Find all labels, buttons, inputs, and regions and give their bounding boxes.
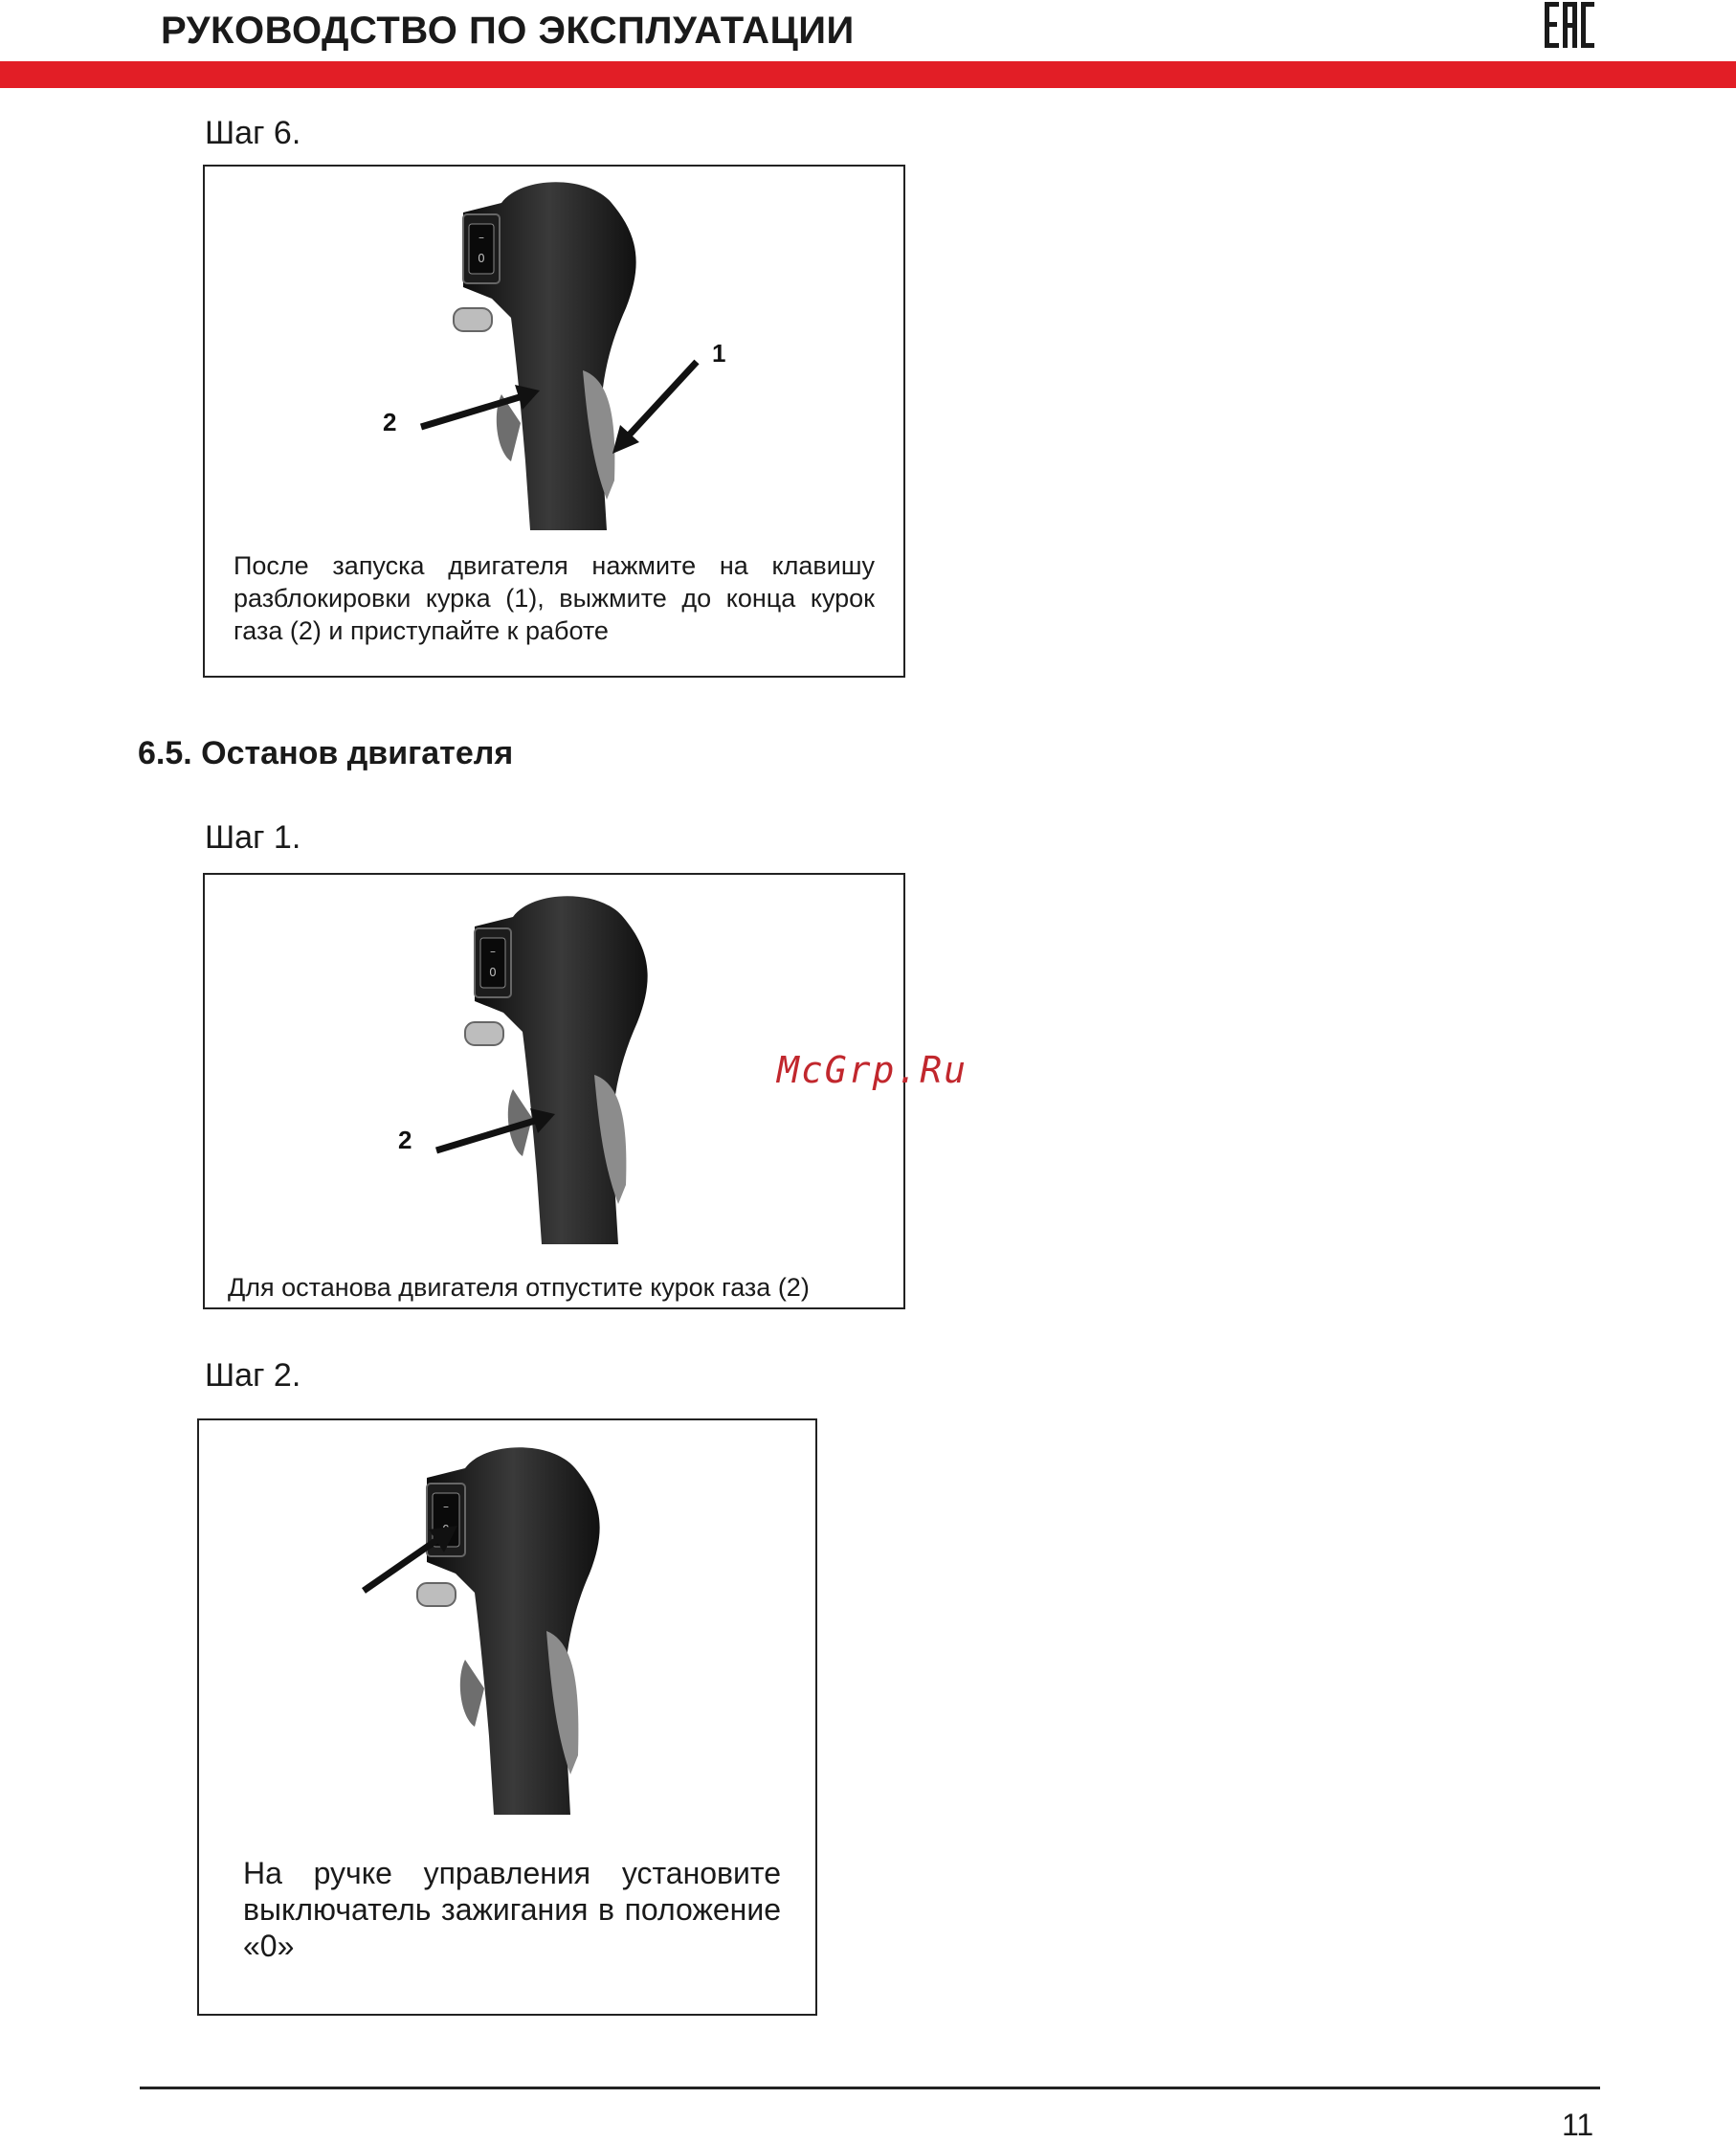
svg-text:–: – (490, 945, 496, 958)
svg-text:–: – (479, 231, 484, 244)
arrow-to-unlock-key (607, 356, 702, 461)
footer-rule (140, 2087, 1600, 2089)
callout-2: 2 (383, 408, 397, 436)
svg-text:0: 0 (478, 252, 485, 265)
stop-step-2-figure-panel (197, 1418, 817, 2016)
stop-step-1-caption: Для останова двигателя отпустите курок газа (2) (228, 1273, 810, 1302)
arrow-to-trigger (415, 377, 549, 435)
watermark: McGrp.Ru (777, 1049, 968, 1091)
header-red-band (0, 61, 1736, 88)
document-title: РУКОВОДСТВО ПО ЭКСПЛУАТАЦИИ (161, 10, 855, 52)
arrow-to-trigger (431, 1101, 565, 1158)
control-handle-image (456, 888, 676, 1244)
eac-logo (1543, 0, 1596, 50)
svg-text:–: – (443, 1500, 449, 1513)
section-title: 6.5. Останов двигателя (138, 735, 514, 771)
callout-2: 2 (398, 1126, 412, 1154)
control-handle-image (444, 174, 664, 530)
control-handle-image (408, 1440, 628, 1815)
page-number: 11 (1562, 2108, 1594, 2142)
arrow-to-ignition-switch (358, 1520, 463, 1596)
callout-1: 1 (712, 339, 726, 368)
svg-text:0: 0 (489, 966, 497, 979)
stop-step-1-label: Шаг 1. (205, 819, 301, 856)
step-6-caption: После запуска двигателя нажмите на клавишу разблокировки курка (1), выжмите до конца курок газа (2) и приступайте к работе (234, 551, 875, 645)
stop-step-2-caption: На ручке управления установите выключатель зажигания в положение «0» (243, 1856, 781, 1963)
step-6-figure-panel (203, 165, 905, 678)
step-6-label: Шаг 6. (205, 115, 301, 151)
stop-step-1-figure-panel (203, 873, 905, 1309)
stop-step-2-label: Шаг 2. (205, 1357, 301, 1394)
